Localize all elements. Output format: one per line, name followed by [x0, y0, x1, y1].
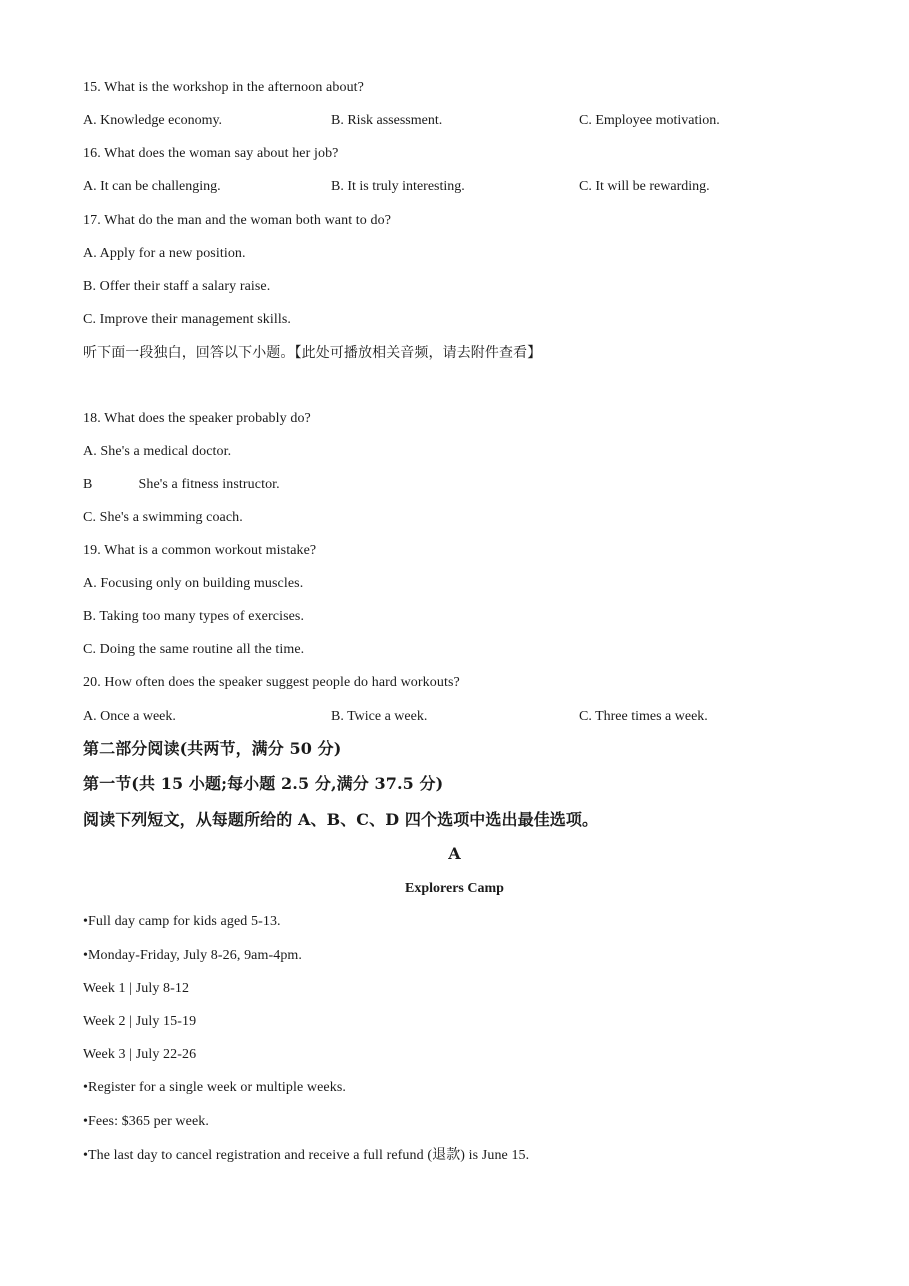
- question-20-stem: 20. How often does the speaker suggest people do hard workouts?: [83, 675, 460, 690]
- question-17-stem: 17. What do the man and the woman both want to do?: [83, 213, 392, 228]
- question-16-option-c: C. It will be rewarding.: [579, 179, 710, 194]
- question-20-option-a: A. Once a week.: [83, 709, 176, 724]
- question-17-option-a: A. Apply for a new position.: [83, 246, 246, 261]
- passage-line-3: Week 1 | July 8-12: [83, 981, 190, 996]
- question-18-option-b: [83, 476, 280, 494]
- part-2-heading: 第二部分阅读(共两节，满分 50 分): [83, 739, 342, 758]
- passage-line-2: •Monday-Friday, July 8-26, 9am-4pm.: [83, 948, 303, 963]
- question-20-option-b: B. Twice a week.: [331, 709, 428, 724]
- passage-line-8: •The last day to cancel registration and receive a full refund (退款) is June 15.: [83, 1148, 530, 1163]
- passage-line-4: Week 2 | July 15-19: [83, 1014, 197, 1029]
- question-18-option-a: A. She's a medical doctor.: [83, 444, 232, 459]
- question-15-stem: 15. What is the workshop in the afternoon about?: [83, 80, 364, 95]
- question-19-option-a: A. Focusing only on building muscles.: [83, 576, 304, 591]
- question-18-stem: 18. What does the speaker probably do?: [83, 411, 311, 426]
- passage-title: Explorers Camp: [405, 881, 504, 896]
- question-16-stem: 16. What does the woman say about her job?: [83, 146, 339, 161]
- question-17-option-c: C. Improve their management skills.: [83, 312, 292, 327]
- reading-instruction: 阅读下列短文，从每题所给的 A、B、C、D 四个选项中选出最佳选项。: [83, 810, 599, 829]
- passage-line-7: •Fees: $365 per week.: [83, 1114, 209, 1129]
- question-19-option-c: C. Doing the same routine all the time.: [83, 642, 305, 657]
- question-18-option-b-text: She's a fitness instructor.: [138, 477, 280, 492]
- passage-line-6: •Register for a single week or multiple weeks.: [83, 1080, 346, 1095]
- passage-line-1: •Full day camp for kids aged 5-13.: [83, 914, 281, 929]
- question-15-option-c: C. Employee motivation.: [579, 113, 720, 128]
- question-15-option-b: B. Risk assessment.: [331, 113, 443, 128]
- question-16-option-b: B. It is truly interesting.: [331, 179, 465, 194]
- question-15-option-a: A. Knowledge economy.: [83, 113, 223, 128]
- passage-line-5: Week 3 | July 22-26: [83, 1047, 197, 1062]
- monologue-instruction: 听下面一段独白，回答以下小题。【此处可播放相关音频，请去附件查看】: [83, 345, 542, 361]
- passage-letter: A: [448, 844, 461, 863]
- question-20-option-c: C. Three times a week.: [579, 709, 708, 724]
- section-1-heading: 第一节(共 15 小题;每小题 2.5 分,满分 37.5 分): [83, 774, 444, 793]
- question-19-stem: 19. What is a common workout mistake?: [83, 543, 317, 558]
- question-18-option-c: C. She's a swimming coach.: [83, 510, 243, 525]
- question-16-option-a: A. It can be challenging.: [83, 179, 221, 194]
- question-18-option-b-letter: B: [83, 477, 93, 492]
- question-17-option-b: B. Offer their staff a salary raise.: [83, 279, 271, 294]
- question-19-option-b: B. Taking too many types of exercises.: [83, 609, 305, 624]
